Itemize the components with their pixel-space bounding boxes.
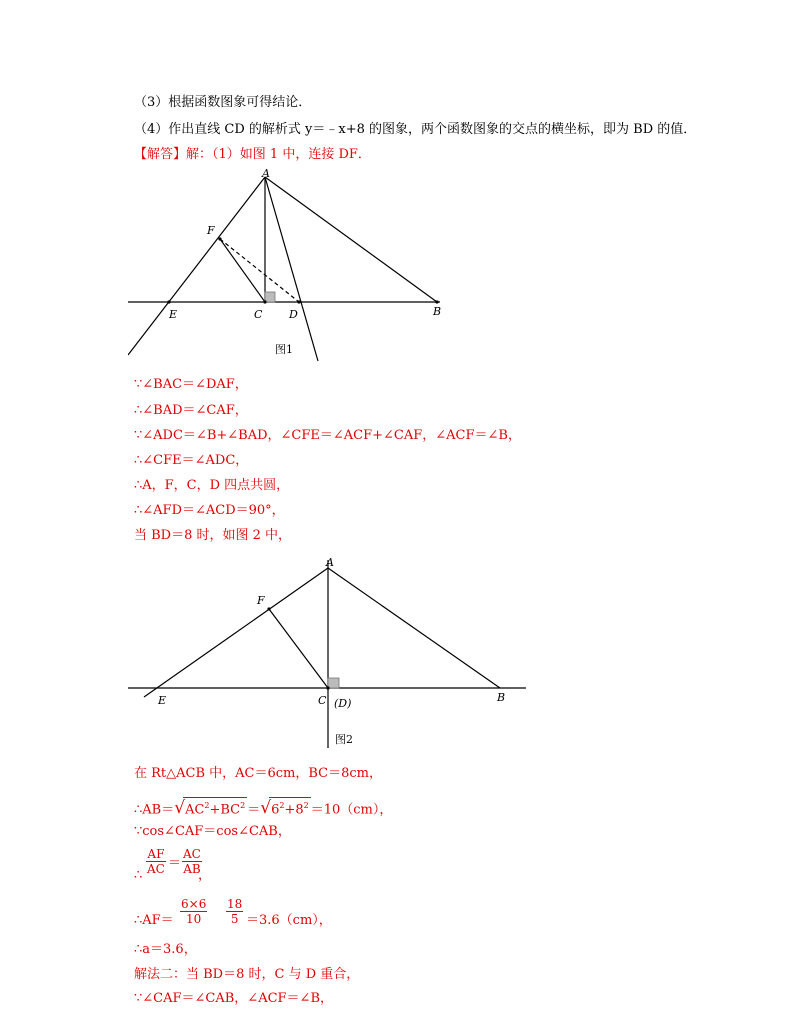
figure-2-caption: 图2 bbox=[335, 733, 353, 746]
fraction-numerator: 18 bbox=[227, 897, 243, 911]
equals-sign-frac: ＝ bbox=[168, 856, 182, 871]
exp-4: 2 bbox=[303, 801, 309, 810]
af-equals-text: ∴AF＝ bbox=[134, 913, 174, 928]
fraction-18-5 bbox=[226, 897, 243, 926]
proof-line-4: ∴∠CFE＝∠ADC， bbox=[134, 453, 249, 468]
point-C-2 bbox=[326, 686, 329, 689]
step-3-text: （3）根据函数图象可得结论． bbox=[134, 95, 312, 110]
proof-line-9 bbox=[134, 797, 392, 818]
point-B bbox=[435, 300, 438, 303]
sqrt-sign-1: √ bbox=[174, 798, 186, 819]
exp-3: 2 bbox=[279, 801, 285, 810]
ab-result: ＝10（cm）， bbox=[310, 802, 393, 818]
step-4-text: （4）作出直线 CD 的解析式 y＝﹣x+8 的图象，两个函数图象的交点的横坐标，即为 BD 的值． bbox=[134, 122, 697, 137]
label-D-2: (D) bbox=[334, 697, 352, 710]
sqrt-radicand-2 bbox=[269, 797, 311, 818]
fraction-denominator: 5 bbox=[230, 912, 239, 926]
fraction-6x6-10 bbox=[180, 897, 207, 926]
label-A: A bbox=[262, 167, 270, 180]
fraction-numerator: AC bbox=[183, 847, 201, 861]
label-A-2: A bbox=[326, 556, 334, 569]
fraction-denominator: AC bbox=[147, 862, 165, 876]
line-AB bbox=[265, 177, 437, 302]
label-C-2: C bbox=[318, 694, 327, 707]
proof-line-10: ∵cos∠CAF＝cos∠CAB， bbox=[134, 824, 291, 839]
fraction-af-ac bbox=[146, 847, 166, 876]
therefore-symbol: ∴ bbox=[134, 868, 143, 883]
sqrt-sign-2: √ bbox=[260, 798, 272, 819]
line-FC-2 bbox=[269, 609, 328, 688]
proof-line-3: ∵∠ADC＝∠B+∠BAD，∠CFE＝∠ACF+∠CAF，∠ACF＝∠B， bbox=[134, 428, 521, 443]
equals-sign: ＝ bbox=[247, 802, 261, 818]
sqrt-radicand-1 bbox=[183, 797, 247, 818]
label-E-2: E bbox=[158, 694, 167, 707]
answer-part-1: 解：（1）如图 1 中，连接 DF． bbox=[186, 147, 371, 162]
eight-term: +8 bbox=[284, 802, 304, 818]
point-D bbox=[297, 300, 300, 303]
fraction-denominator: AB bbox=[183, 862, 201, 876]
figure-1-caption: 图1 bbox=[275, 343, 293, 356]
label-D: D bbox=[289, 308, 298, 321]
point-F-2 bbox=[267, 607, 270, 610]
fraction-numerator: 6×6 bbox=[181, 897, 207, 911]
line-AD bbox=[265, 177, 318, 361]
proof-line-7: 当 BD＝8 时，如图 2 中， bbox=[134, 528, 292, 543]
point-F bbox=[218, 237, 221, 240]
label-F: F bbox=[207, 224, 215, 237]
proof-line-15: ∵∠CAF＝∠CAB，∠ACF＝∠B， bbox=[134, 991, 333, 1006]
line-AB-2 bbox=[328, 568, 500, 688]
exp-1: 2 bbox=[204, 801, 210, 810]
proof-line-2: ∴∠BAD＝∠CAF， bbox=[134, 403, 248, 418]
figure-1 bbox=[128, 165, 468, 365]
point-E bbox=[167, 300, 170, 303]
af-result: ＝3.6（cm）， bbox=[246, 913, 332, 928]
figure-2 bbox=[128, 552, 528, 752]
answer-line bbox=[134, 147, 371, 163]
label-C: C bbox=[254, 308, 263, 321]
label-B: B bbox=[433, 305, 442, 318]
fraction-denominator: 10 bbox=[186, 912, 202, 926]
line-AE-2 bbox=[144, 568, 328, 697]
proof-line-6: ∴∠AFD＝∠ACD＝90°， bbox=[134, 503, 285, 518]
label-F-2: F bbox=[257, 594, 265, 607]
proof-line-1: ∵∠BAC＝∠DAF， bbox=[134, 377, 248, 392]
right-angle-marker bbox=[265, 292, 275, 302]
answer-heading: 【解答】 bbox=[134, 147, 187, 162]
ac-term: AC bbox=[185, 802, 205, 818]
six-term: 6 bbox=[271, 802, 280, 818]
right-angle-marker-2 bbox=[328, 678, 339, 688]
proof-line-13: ∴a＝3.6， bbox=[134, 942, 197, 957]
proof-line-5: ∴A，F，C，D 四点共圆， bbox=[134, 478, 290, 493]
bc-term: +BC bbox=[209, 802, 241, 818]
line-AE bbox=[128, 177, 265, 355]
fraction-numerator: AF bbox=[147, 847, 165, 861]
line-FC bbox=[220, 239, 265, 302]
ab-equals-text: ∴AB＝ bbox=[134, 802, 175, 818]
proof-line-8: 在 Rt△ACB 中，AC＝6cm，BC＝8cm， bbox=[134, 766, 382, 781]
label-E: E bbox=[169, 308, 178, 321]
method-two-line: 解法二：当 BD＝8 时，C 与 D 重合， bbox=[134, 967, 360, 982]
exp-2: 2 bbox=[240, 801, 246, 810]
line-FD bbox=[220, 239, 299, 302]
label-B-2: B bbox=[497, 691, 506, 704]
comma-after-fraction: ， bbox=[198, 868, 212, 883]
point-C bbox=[263, 300, 266, 303]
